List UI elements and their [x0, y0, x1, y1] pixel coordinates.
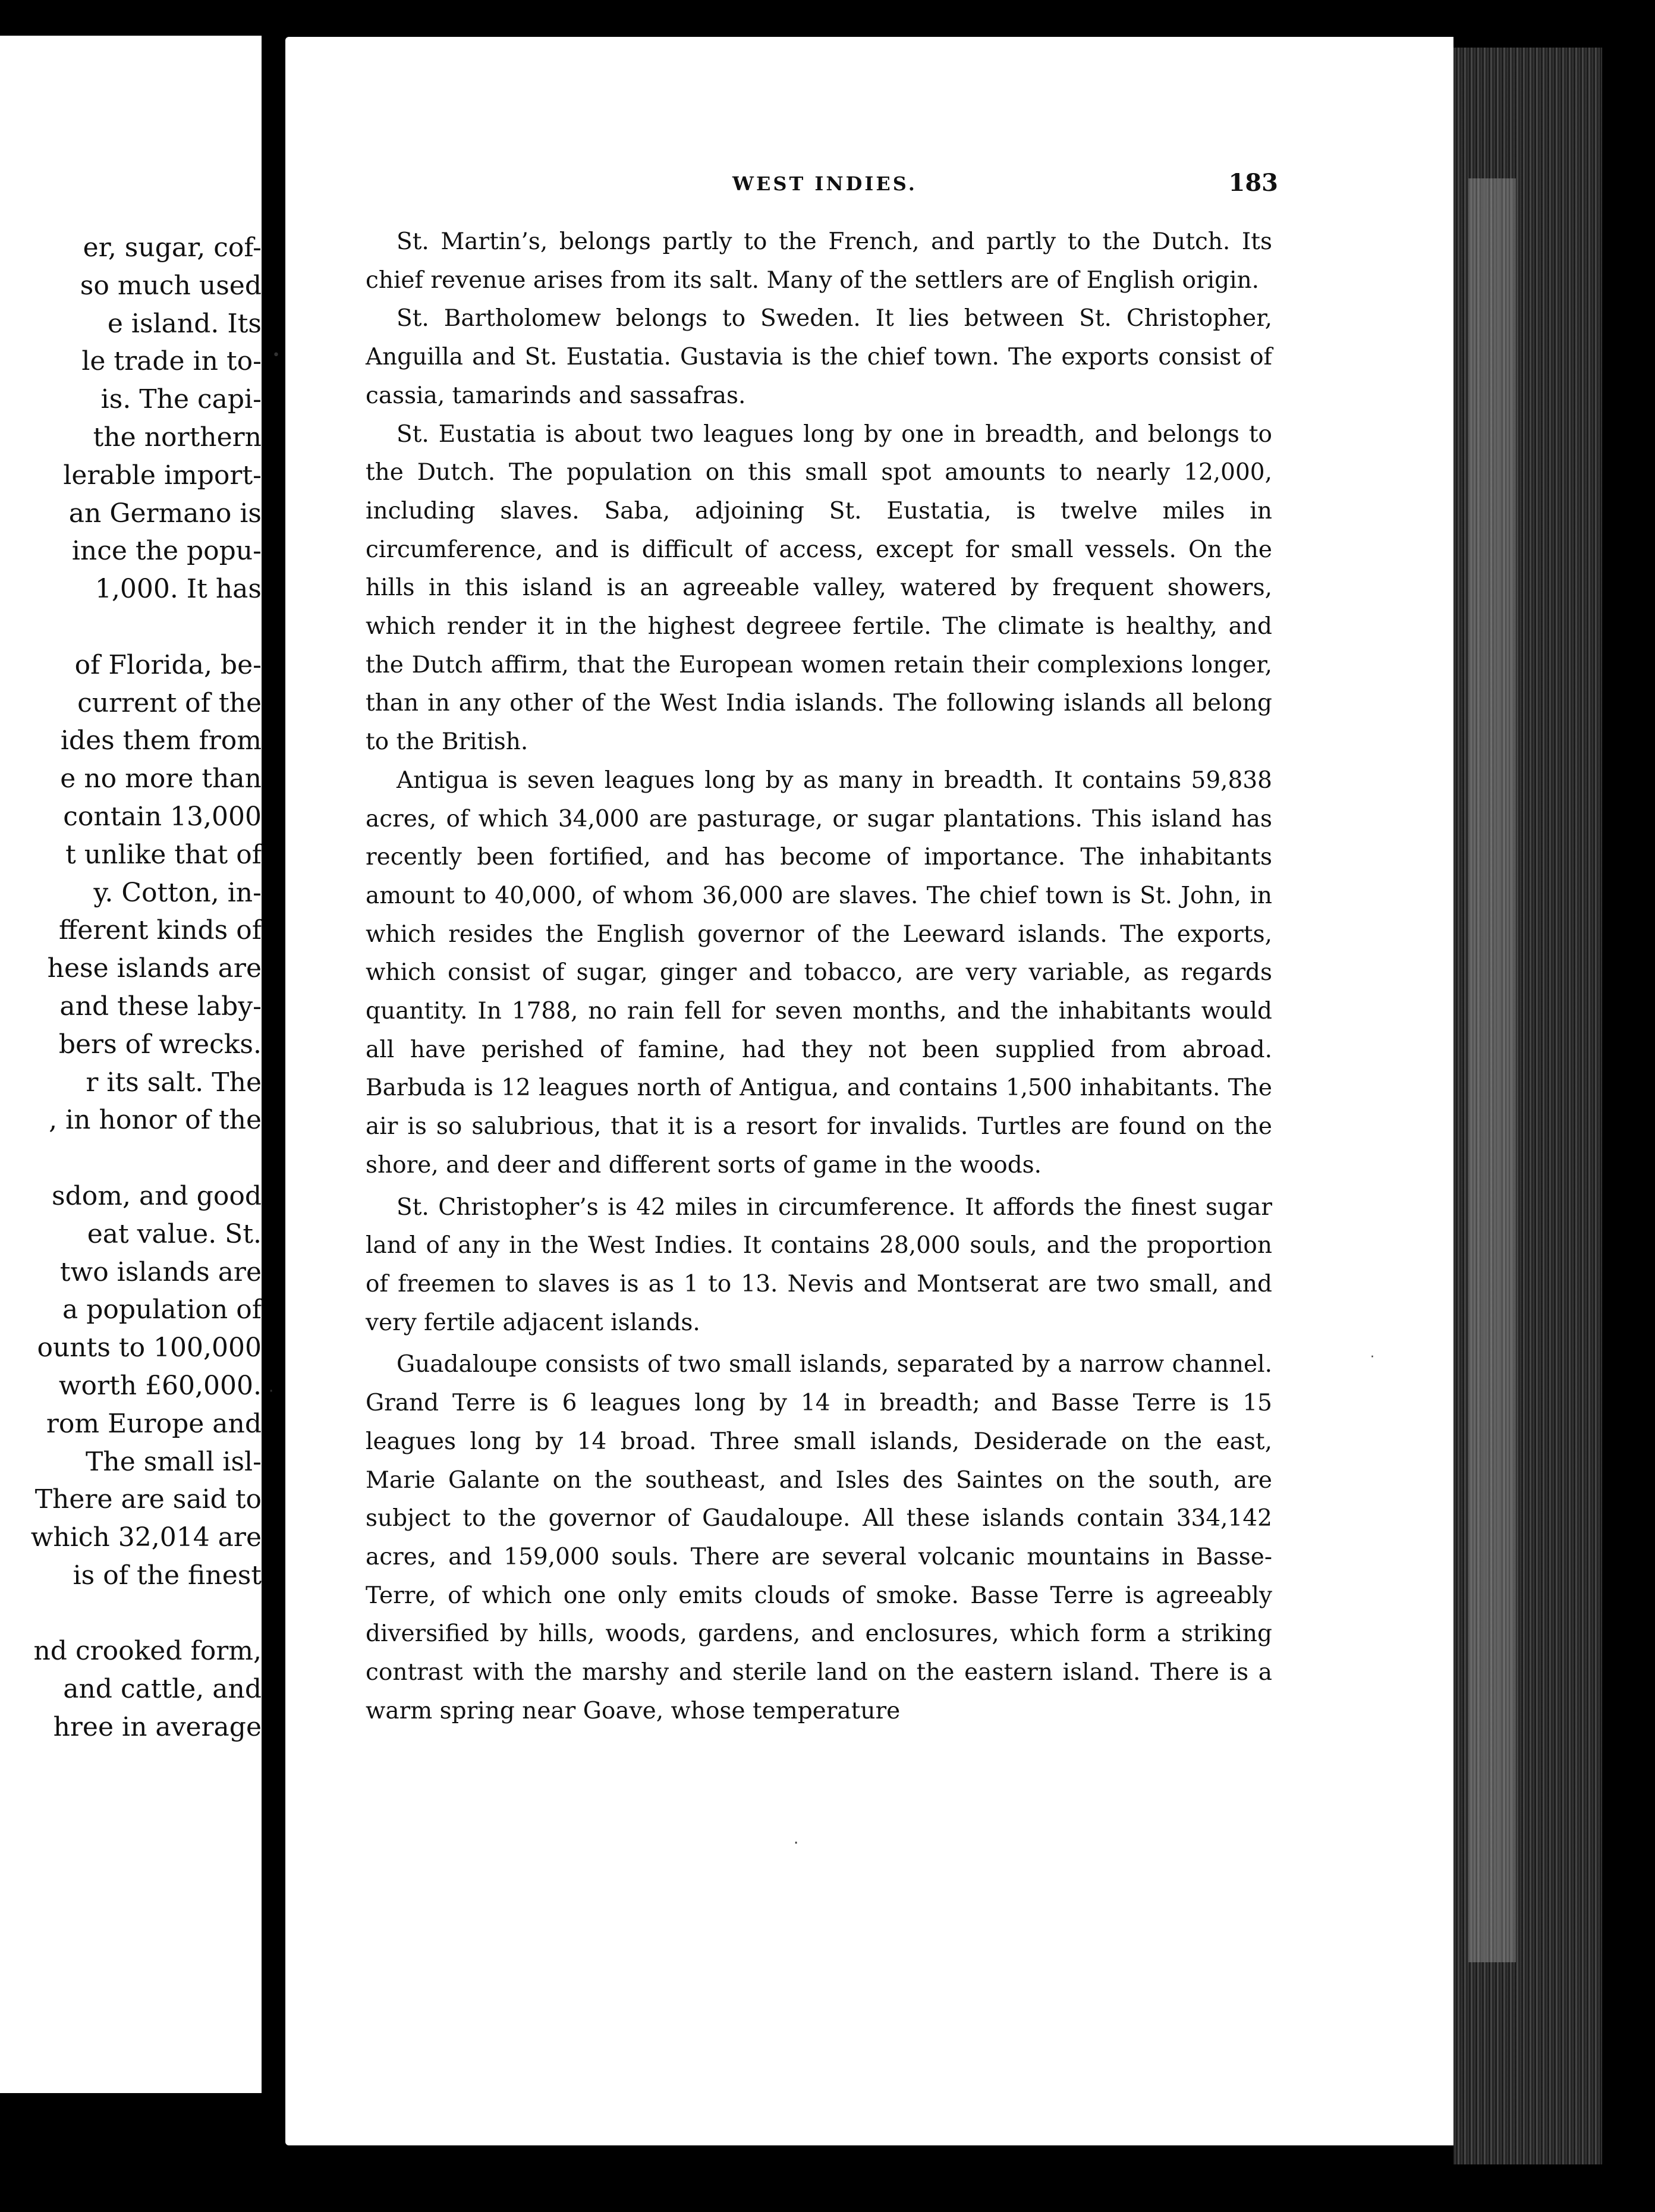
facing-page-line: of Florida, be-	[74, 649, 262, 680]
scan-speck: ·	[269, 1382, 274, 1400]
running-head: WEST INDIES.	[732, 172, 917, 195]
facing-page-line: rom Europe and	[46, 1408, 262, 1439]
facing-page-line: which 32,014 are	[30, 1522, 262, 1553]
facing-page-line: ounts to 100,000	[37, 1333, 262, 1363]
facing-page-line: r its salt. The	[86, 1067, 262, 1098]
scan-speck: •	[272, 348, 280, 363]
facing-page-line: ince the popu-	[71, 536, 262, 567]
scan-speck: ·	[1370, 1350, 1374, 1365]
paragraph-st-eustatia: St. Eustatia is about two leagues long by one in breadth, and belongs to the Dutch. The population on this small spot amounts to nearly 12,000, including slaves. Saba, adjoining St. Eustatia, is twelve miles in circumference, and is difficult of access, except for small vessels. On the hills in this island is an agreeable valley, watered by frequent showers, which render it in the highest degreee fertile. The climate is healthy, and the Dutch affirm, that the European women retain their complexions longer, than in any other of the West India islands. The following islands all belong to the British.	[366, 420, 1272, 756]
facing-page-line	[31, 1595, 262, 1633]
facing-page-line: t unlike that of	[65, 839, 262, 870]
facing-page-line: y. Cotton, in-	[93, 877, 262, 908]
facing-page-line: There are said to	[34, 1484, 262, 1515]
facing-page-line: eat value. St.	[87, 1218, 262, 1249]
facing-page-line: nd crooked form,	[33, 1636, 262, 1667]
facing-page-left	[0, 36, 262, 2093]
facing-page-line: hree in average	[53, 1712, 262, 1743]
scan-speck: ·	[794, 1834, 799, 1852]
facing-page-line: so much used	[80, 270, 262, 301]
facing-page-line: current of the	[77, 687, 262, 718]
facing-page-line: is of the finest	[73, 1560, 262, 1591]
facing-page-line: ides them from	[60, 725, 262, 756]
facing-page-line: contain 13,000	[63, 801, 262, 832]
page-edges-highlight	[1468, 178, 1516, 1962]
facing-page-line: fferent kinds of	[59, 915, 262, 946]
facing-page-line: is. The capi-	[100, 384, 262, 415]
facing-page-line	[31, 1139, 262, 1177]
facing-page-line: le trade in to-	[81, 346, 262, 377]
facing-page-line: two islands are	[59, 1256, 262, 1287]
facing-page-line: sdom, and good	[52, 1180, 262, 1211]
facing-page-line: the northern	[93, 422, 262, 453]
facing-page-line	[31, 608, 262, 646]
paragraph-st-bartholomew: St. Bartholomew belongs to Sweden. It lies between St. Christopher, Anguilla and St. Eustatia. Gustavia is the chief town. The exports consist of cassia, tamarinds and sassafras.	[366, 305, 1272, 409]
facing-page-line: er, sugar, cof-	[83, 232, 262, 263]
facing-page-line: The small isl-	[86, 1446, 262, 1477]
facing-page-line: hese islands are	[47, 953, 262, 984]
paragraph-st-christophers: St. Christopher’s is 42 miles in circumference. It affords the finest sugar land of any in the West Indies. It contains 28,000 souls, and the proportion of freemen to slaves is as 1 to 13. Nevis and Montserat are two small, and very fertile adjacent islands.	[366, 1193, 1272, 1336]
facing-page-line: bers of wrecks.	[58, 1029, 262, 1060]
facing-page-line: e island. Its	[107, 308, 262, 339]
facing-page-text	[31, 229, 262, 1746]
paragraph-antigua: Antigua is seven leagues long by as many in breadth. It contains 59,838 acres, of which 34,000 are pasturage, or sugar plantations. This island has recently been fortified, and has become of importance. The inhabitants amount to 40,000, of whom 36,000 are slaves. The chief town is St. John, in which resides the English governor of the Leeward islands. The exports, which consist of sugar, ginger and tobacco, are very variable, as regards quantity. In 1788, no rain fell for seven months, and the inhabitants would all have perished of famine, had they not been supplied from abroad. Barbuda is 12 leagues north of Antigua, and contains 1,500 inhabitants. The air is so salubrious, that it is a resort for invalids. Turtles are found on the shore, and deer and different sorts of game in the woods.	[366, 766, 1272, 1179]
facing-page-line: and these laby-	[59, 991, 262, 1022]
facing-page-line: worth £60,000.	[58, 1370, 262, 1401]
facing-page-line: a population of	[62, 1294, 262, 1325]
paragraph-guadaloupe: Guadaloupe consists of two small islands, separated by a narrow channel. Grand Terre is 6 leagues long by 14 in breadth; and Basse Terre is 15 leagues long by 14 broad. Three small islands, Desiderade on the east, Marie Galante on the southeast, and Isles des Saintes on the south, are subject to the governor of Gaudaloupe. All these islands contain 334,142 acres, and 159,000 souls. There are several volcanic mountains in Basse-Terre, of which one only emits clouds of smoke. Basse Terre is agreeably diversified by hills, woods, gardens, and enclosures, which form a striking contrast with the marshy and sterile land on the eastern island. There is a warm spring near Goave, whose temperature	[366, 1351, 1272, 1724]
facing-page-line: lerable import-	[63, 460, 262, 491]
facing-page-line: and cattle, and	[63, 1674, 262, 1705]
facing-page-line: an Germano is	[68, 498, 262, 529]
facing-page-line: , in honor of the	[49, 1105, 262, 1136]
facing-page-line: 1,000. It has	[95, 574, 262, 605]
facing-page-line: e no more than	[60, 763, 262, 794]
page-header	[369, 169, 1278, 202]
page-body	[366, 223, 1272, 1730]
page-number: 183	[1228, 169, 1278, 197]
paragraph-st-martins: St. Martin’s, belongs partly to the French, and partly to the Dutch. Its chief revenue arises from its salt. Many of the settlers are of English origin.	[366, 228, 1272, 294]
